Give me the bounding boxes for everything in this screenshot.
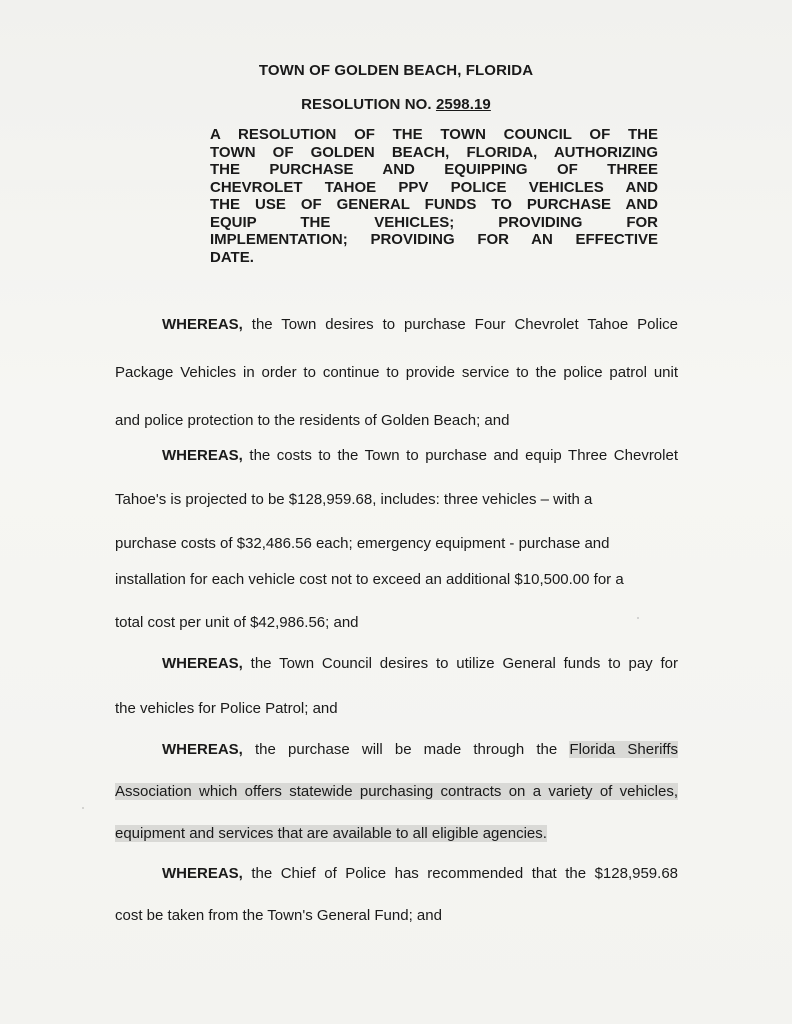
scan-speck <box>82 807 84 809</box>
resolution-number-heading <box>0 96 792 113</box>
body-text: the Town desires to purchase Four Chevrolet Tahoe Police <box>242 316 678 333</box>
whereas-paragraph-2 <box>162 447 678 464</box>
abstract-line: A RESOLUTION OF THE TOWN COUNCIL OF THE <box>210 126 658 143</box>
body-text: the Town Council desires to utilize General funds to pay for <box>242 655 678 672</box>
whereas-keyword: WHEREAS, <box>162 655 243 672</box>
body-line: the vehicles for Police Patrol; and <box>115 700 338 717</box>
body-line: total cost per unit of $42,986.56; and <box>115 614 359 631</box>
whereas-paragraph-1 <box>162 316 678 333</box>
whereas-keyword: WHEREAS, <box>162 316 243 333</box>
body-text: the costs to the Town to purchase and equip Three Chevrolet <box>242 447 678 464</box>
highlighted-text: Association which offers statewide purchasing contracts on a variety of vehicles, <box>115 783 678 800</box>
body-line: purchase costs of $32,486.56 each; emergency equipment - purchase and <box>115 535 610 552</box>
scan-speck <box>637 617 639 619</box>
highlighted-line <box>115 783 678 800</box>
resolution-label: RESOLUTION NO. <box>301 96 436 113</box>
abstract-line: EQUIP THE VEHICLES; PROVIDING FOR <box>210 213 658 231</box>
body-line: and police protection to the residents of Golden Beach; and <box>115 412 510 429</box>
abstract-line: DATE. <box>210 248 254 266</box>
body-line: Package Vehicles in order to continue to provide service to the police patrol unit <box>115 364 678 381</box>
abstract-line: CHEVROLET TAHOE PPV POLICE VEHICLES AND <box>210 178 658 196</box>
resolution-number: 2598.19 <box>435 96 491 113</box>
whereas-keyword: WHEREAS, <box>162 447 243 464</box>
resolution-abstract <box>210 126 658 266</box>
abstract-line: THE PURCHASE AND EQUIPPING OF THREE <box>210 161 658 178</box>
body-text: the purchase will be made through the <box>242 741 570 758</box>
highlighted-line <box>115 825 678 842</box>
whereas-paragraph-3 <box>162 655 678 672</box>
abstract-line: TOWN OF GOLDEN BEACH, FLORIDA, AUTHORIZING <box>210 143 658 161</box>
body-line: Tahoe's is projected to be $128,959.68, includes: three vehicles – with a <box>115 491 593 508</box>
whereas-paragraph-5 <box>162 865 678 882</box>
whereas-keyword: WHEREAS, <box>162 741 243 758</box>
body-line: installation for each vehicle cost not to exceed an additional $10,500.00 for a <box>115 571 624 588</box>
body-line: cost be taken from the Town's General Fund; and <box>115 907 442 924</box>
highlighted-text: Florida Sheriffs <box>569 741 678 758</box>
whereas-keyword: WHEREAS, <box>162 865 243 882</box>
body-text: the Chief of Police has recommended that the $128,959.68 <box>242 865 678 882</box>
highlighted-text: equipment and services that are available to all eligible agencies. <box>115 825 547 842</box>
abstract-line: THE USE OF GENERAL FUNDS TO PURCHASE AND <box>210 196 658 213</box>
whereas-paragraph-4 <box>162 741 678 758</box>
abstract-line: IMPLEMENTATION; PROVIDING FOR AN EFFECTIVE <box>210 231 658 248</box>
town-title: TOWN OF GOLDEN BEACH, FLORIDA <box>258 62 534 79</box>
